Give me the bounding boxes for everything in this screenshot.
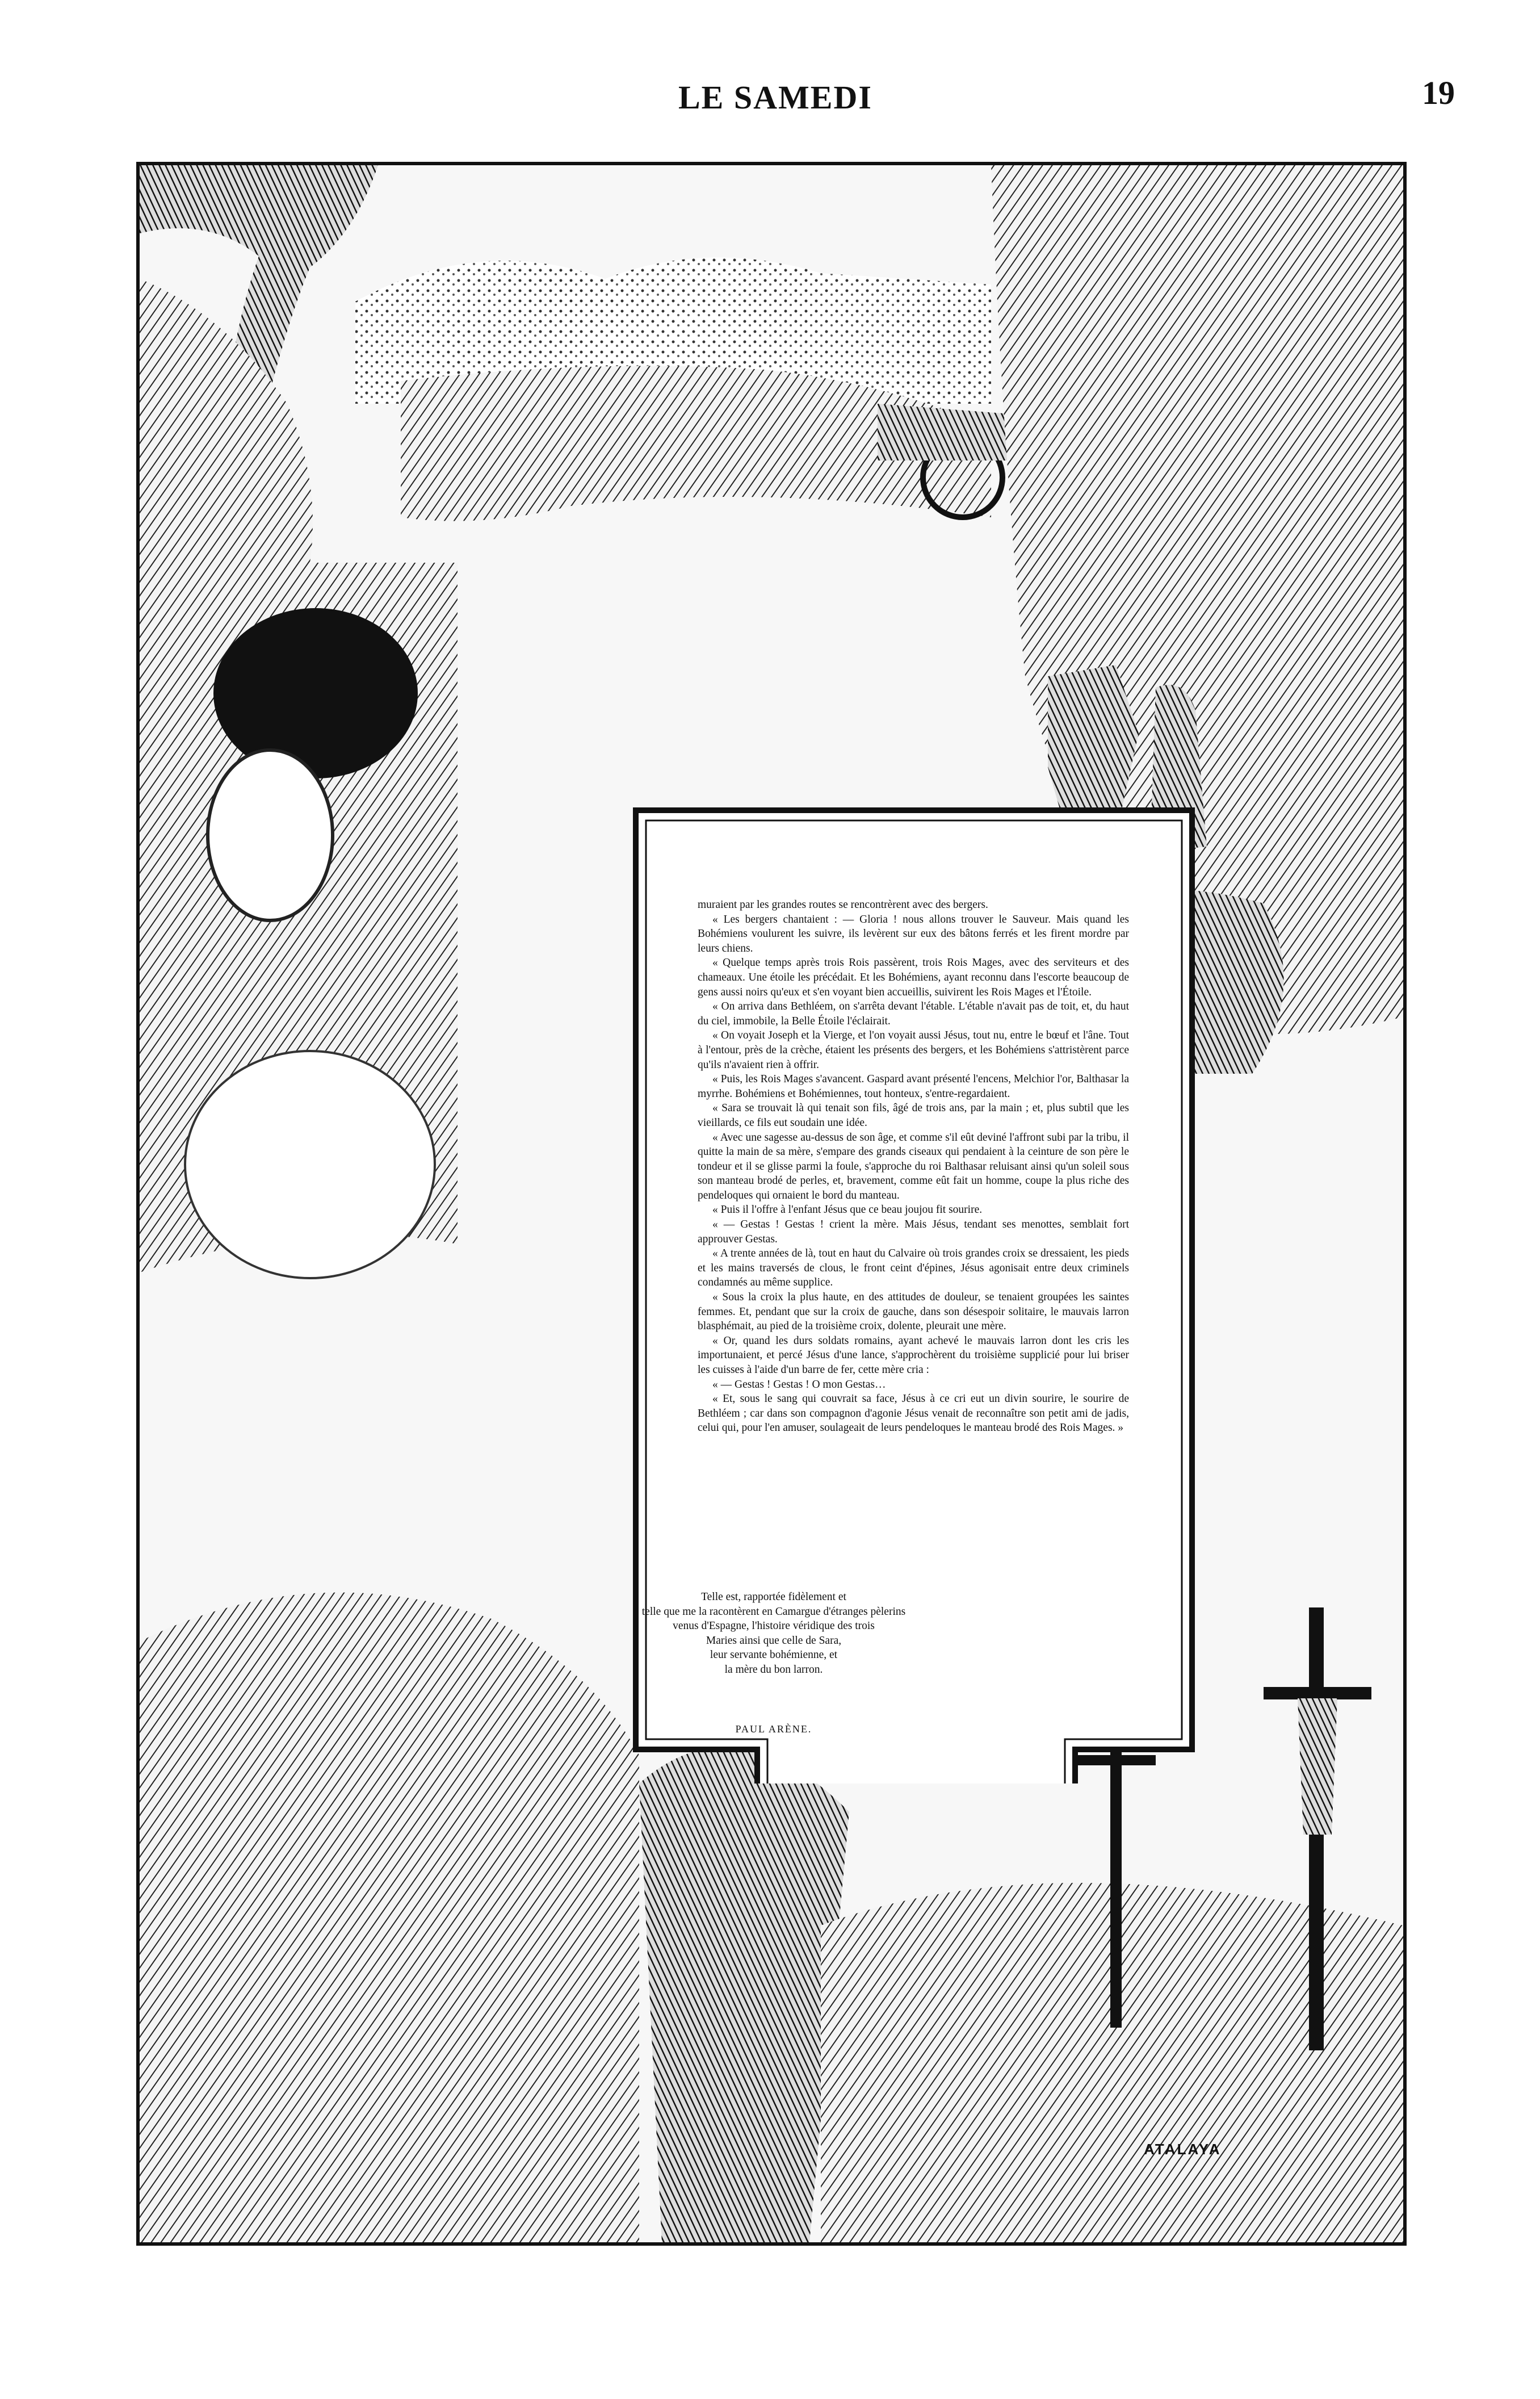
article-paragraph: « A trente années de là, tout en haut du Calvaire où trois grandes croix se dressaient, les pieds et les mains traversés de clous, le front ceint d'épines, Jésus agonisait entre deux criminels condamnés au même supplice.	[698, 1247, 1129, 1289]
article-paragraph: muraient par les grandes routes se rencontrèrent avec des bergers.	[698, 899, 988, 911]
closing-line: leur servante bohémienne, et	[710, 1649, 838, 1661]
article-paragraph: « Quelque temps après trois Rois passèrent, trois Rois Mages, avec des serviteurs et des chameaux. Une étoile les précédait. Et les Bohémiens, ayant reconnu dans l'escorte beaucoup de gens aussi noirs qu'eux et s'en voyant bien accueillis, suivirent les Rois Mages et l'Étoile.	[698, 957, 1129, 998]
cave-opening	[213, 608, 418, 778]
crucified-figure	[1298, 1698, 1337, 1835]
article-paragraph: « Et, sous le sang qui couvrait sa face, Jésus à ce cri eut un divin sourire, le sourire de Bethléem ; car dans son compagnon d'agonie Jésus venait de reconnaître son petit ami de jadis, celui qui, pour l'en amuser, soulageait de leurs pendeloques le manteau brodé des Rois Mages. »	[698, 1393, 1129, 1434]
article-paragraph: « Sous la croix la plus haute, en des attitudes de douleur, se tenaient groupées les saintes femmes. Et, pendant que sur la croix de gauche, dans son désespoir solitaire, le mauvais larron blasphémait, au pied de la troisième croix, dolente, pleurait une mère.	[698, 1291, 1129, 1333]
artist-signature: ATALAYA	[1144, 2141, 1222, 2158]
article-paragraph: « On voyait Joseph et la Vierge, et l'on voyait aussi Jésus, tout nu, entre le bœuf et l'âne. Tout à l'entour, près de la crèche, étaient les présents des bergers, et les Bohémiens s'attristèrent parce qu'ils n'avaient rien à offrir.	[698, 1029, 1129, 1071]
article-paragraph: « Or, quand les durs soldats romains, ayant achevé le mauvais larron dont les cris les importunaient, et percé Jésus d'une lance, s'approchèrent du troisième supplicié pour lui briser les cuisses à l'aide d'un barre de fer, cette mère cria :	[698, 1334, 1129, 1376]
cherub-figure	[208, 750, 333, 920]
closing-line: Telle est, rapportée fidèlement et	[701, 1591, 846, 1603]
article-paragraph: « Puis, les Rois Mages s'avancent. Gaspard avant présenté l'encens, Melchior l'or, Balthasar la myrrhe. Bohémiens et Bohémiennes, tout honteux, s'entre-regardaient.	[698, 1073, 1129, 1100]
article-paragraph: « Sara se trouvait là qui tenait son fils, âgé de trois ans, par la main ; et, plus subtil que les vieillards, ce fils eut soudain une idée.	[698, 1102, 1129, 1129]
article-paragraph: « — Gestas ! Gestas ! O mon Gestas…	[712, 1378, 886, 1391]
illustration-frame	[136, 162, 1407, 2246]
closing-line: telle que me la racontèrent en Camargue d'étranges pèlerins venus d'Espagne, l'histoire véridique des trois	[641, 1605, 906, 1632]
closing-line: Maries ainsi que celle de Sara,	[706, 1634, 842, 1647]
page-number: 19	[1422, 74, 1455, 111]
closing-line: la mère du bon larron.	[724, 1663, 823, 1676]
masthead: LE SAMEDI	[678, 79, 872, 116]
article-paragraph: « Avec une sagesse au-dessus de son âge, et comme s'il eût deviné l'affront subi par la tribu, il quitte la main de sa mère, s'empare des grands ciseaux qui pendaient à la ceinture de son père le tondeur et il se glisse parmi la foule, s'approche du roi Balthasar reluisant ainsi qu'un soleil sous son manteau brodé de perles, et, bravement, comme eût fait un homme, coupe la plus riche des pendeloques qui ornaient le bord du manteau.	[698, 1131, 1129, 1201]
article-paragraph: « Les bergers chantaient : — Gloria ! nous allons trouver le Sauveur. Mais quand les Bohémiens voulurent les suivre, ils levèrent sur eux des bâtons ferrés et les firent mordre par leurs chiens.	[698, 913, 1129, 954]
nativity-crowd	[140, 1592, 639, 2242]
running-head	[0, 74, 1540, 119]
author-signature: PAUL ARÈNE.	[735, 1723, 812, 1735]
article-paragraph: « Puis il l'offre à l'enfant Jésus que ce beau joujou fit sourire.	[712, 1204, 983, 1216]
article-paragraph: « — Gestas ! Gestas ! crient la mère. Mais Jésus, tendant ses menottes, semblait fort approuver Gestas.	[698, 1219, 1129, 1245]
article-paragraph: « On arriva dans Bethléem, on s'arrêta devant l'étable. L'étable n'avait pas de toit, et, du haut du ciel, immobile, la Belle Étoile l'éclairait.	[698, 1000, 1129, 1027]
glowing-cave	[185, 1051, 435, 1278]
